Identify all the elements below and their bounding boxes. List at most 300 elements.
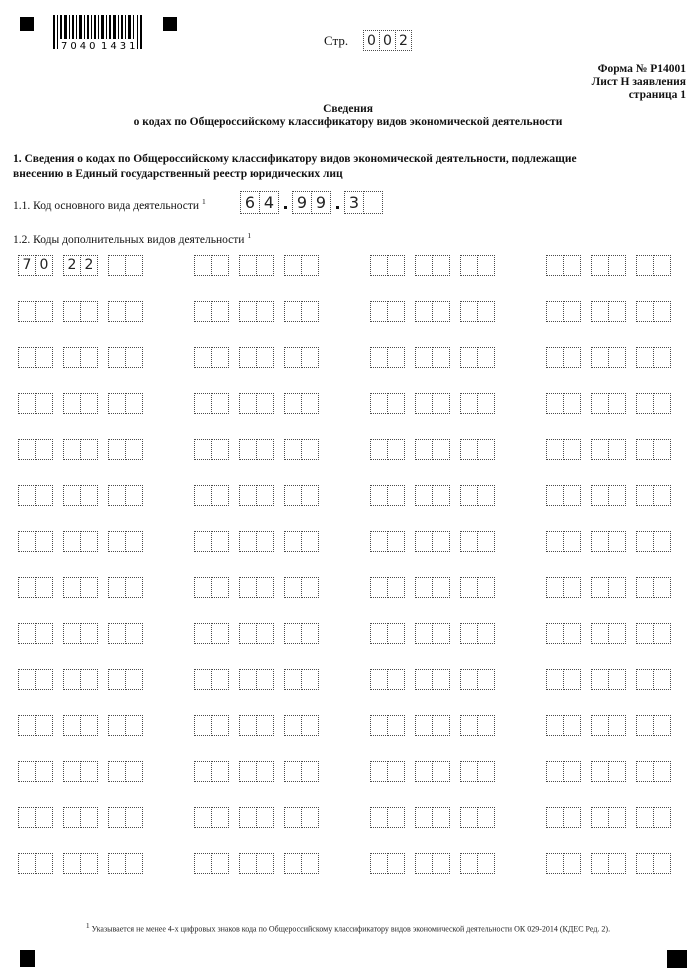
additional-code-field[interactable]: [370, 300, 494, 322]
code-cell[interactable]: [608, 577, 626, 598]
code-cell[interactable]: [256, 853, 274, 874]
code-cell[interactable]: [80, 761, 98, 782]
code-cell[interactable]: 9: [292, 191, 312, 214]
code-cell[interactable]: [415, 255, 433, 276]
page-number-cell[interactable]: 2: [395, 30, 412, 51]
additional-code-field[interactable]: [546, 576, 670, 598]
code-cell[interactable]: [108, 761, 126, 782]
code-cell[interactable]: [415, 393, 433, 414]
additional-code-field[interactable]: [546, 346, 670, 368]
code-cell[interactable]: [415, 669, 433, 690]
additional-code-field[interactable]: [370, 576, 494, 598]
code-cell[interactable]: [432, 439, 450, 460]
code-cell[interactable]: [301, 715, 319, 736]
code-cell[interactable]: [608, 393, 626, 414]
code-cell[interactable]: [108, 669, 126, 690]
additional-code-field[interactable]: [546, 852, 670, 874]
code-cell[interactable]: [546, 485, 564, 506]
code-cell[interactable]: [415, 715, 433, 736]
code-cell[interactable]: [591, 439, 609, 460]
code-cell[interactable]: [239, 485, 257, 506]
code-cell[interactable]: [125, 715, 143, 736]
code-cell[interactable]: [256, 393, 274, 414]
code-cell[interactable]: [653, 669, 671, 690]
additional-code-field[interactable]: [18, 622, 142, 644]
additional-code-field[interactable]: [370, 254, 494, 276]
code-cell[interactable]: 3: [344, 191, 364, 214]
code-cell[interactable]: [194, 301, 212, 322]
code-cell[interactable]: [194, 439, 212, 460]
code-cell[interactable]: [477, 853, 495, 874]
code-cell[interactable]: [653, 255, 671, 276]
code-cell[interactable]: [80, 439, 98, 460]
code-cell[interactable]: [108, 255, 126, 276]
code-cell[interactable]: [387, 255, 405, 276]
code-cell[interactable]: [591, 347, 609, 368]
code-cell[interactable]: [546, 531, 564, 552]
code-cell[interactable]: [608, 761, 626, 782]
code-cell[interactable]: [563, 301, 581, 322]
code-cell[interactable]: [284, 393, 302, 414]
code-cell[interactable]: 9: [311, 191, 331, 214]
code-cell[interactable]: [18, 761, 36, 782]
page-number-field[interactable]: [363, 30, 412, 51]
additional-code-field[interactable]: [18, 300, 142, 322]
code-cell[interactable]: [80, 669, 98, 690]
code-cell[interactable]: [653, 301, 671, 322]
code-cell[interactable]: [108, 807, 126, 828]
additional-code-field[interactable]: [18, 806, 142, 828]
additional-code-field[interactable]: [18, 530, 142, 552]
code-cell[interactable]: [80, 393, 98, 414]
code-cell[interactable]: [460, 577, 478, 598]
code-cell[interactable]: [125, 301, 143, 322]
code-cell[interactable]: 6: [240, 191, 260, 214]
code-cell[interactable]: [653, 761, 671, 782]
code-cell[interactable]: [432, 393, 450, 414]
code-cell[interactable]: [546, 807, 564, 828]
code-cell[interactable]: [653, 807, 671, 828]
code-cell[interactable]: [63, 761, 81, 782]
code-cell[interactable]: [608, 347, 626, 368]
additional-code-field[interactable]: [194, 254, 318, 276]
additional-code-field[interactable]: [18, 714, 142, 736]
additional-code-field[interactable]: [194, 576, 318, 598]
code-cell[interactable]: [636, 669, 654, 690]
code-cell[interactable]: [63, 669, 81, 690]
code-cell[interactable]: [460, 623, 478, 644]
code-cell[interactable]: [239, 577, 257, 598]
code-cell[interactable]: [636, 347, 654, 368]
code-cell[interactable]: [239, 393, 257, 414]
code-cell[interactable]: [608, 669, 626, 690]
code-cell[interactable]: [80, 485, 98, 506]
additional-code-field[interactable]: [546, 484, 670, 506]
code-cell[interactable]: [370, 577, 388, 598]
additional-code-field[interactable]: [194, 346, 318, 368]
code-cell[interactable]: [18, 439, 36, 460]
code-cell[interactable]: [239, 853, 257, 874]
code-cell[interactable]: [35, 531, 53, 552]
code-cell[interactable]: [301, 853, 319, 874]
code-cell[interactable]: [591, 577, 609, 598]
code-cell[interactable]: [194, 577, 212, 598]
code-cell[interactable]: [546, 715, 564, 736]
code-cell[interactable]: [563, 807, 581, 828]
code-cell[interactable]: [546, 853, 564, 874]
additional-code-field[interactable]: [546, 668, 670, 690]
code-cell[interactable]: [256, 577, 274, 598]
code-cell[interactable]: [239, 347, 257, 368]
code-cell[interactable]: [387, 393, 405, 414]
code-cell[interactable]: [35, 853, 53, 874]
code-cell[interactable]: [636, 531, 654, 552]
code-cell[interactable]: [636, 623, 654, 644]
code-cell[interactable]: [18, 531, 36, 552]
code-cell[interactable]: [370, 853, 388, 874]
additional-code-field[interactable]: [18, 484, 142, 506]
code-cell[interactable]: [211, 761, 229, 782]
code-cell[interactable]: [546, 347, 564, 368]
additional-code-field[interactable]: [194, 392, 318, 414]
code-cell[interactable]: [108, 623, 126, 644]
code-cell[interactable]: [636, 301, 654, 322]
code-cell[interactable]: [80, 531, 98, 552]
additional-code-field[interactable]: [194, 438, 318, 460]
code-cell[interactable]: [63, 393, 81, 414]
code-cell[interactable]: [460, 393, 478, 414]
code-cell[interactable]: [301, 485, 319, 506]
code-cell[interactable]: [591, 669, 609, 690]
code-cell[interactable]: [108, 853, 126, 874]
code-cell[interactable]: [653, 715, 671, 736]
code-cell[interactable]: [108, 439, 126, 460]
additional-code-field[interactable]: [546, 714, 670, 736]
code-cell[interactable]: [194, 393, 212, 414]
code-cell[interactable]: [18, 715, 36, 736]
code-cell[interactable]: [80, 807, 98, 828]
code-cell[interactable]: [432, 577, 450, 598]
code-cell[interactable]: [563, 531, 581, 552]
code-cell[interactable]: [194, 715, 212, 736]
additional-code-field[interactable]: [370, 530, 494, 552]
code-cell[interactable]: 7: [18, 255, 36, 276]
code-cell[interactable]: [108, 301, 126, 322]
code-cell[interactable]: [563, 485, 581, 506]
code-cell[interactable]: [477, 439, 495, 460]
code-cell[interactable]: [608, 255, 626, 276]
code-cell[interactable]: [256, 715, 274, 736]
code-cell[interactable]: [460, 715, 478, 736]
code-cell[interactable]: [63, 715, 81, 736]
code-cell[interactable]: [211, 301, 229, 322]
code-cell[interactable]: [301, 807, 319, 828]
code-cell[interactable]: [108, 347, 126, 368]
code-cell[interactable]: [125, 531, 143, 552]
additional-code-field[interactable]: [546, 622, 670, 644]
additional-code-field[interactable]: [18, 576, 142, 598]
code-cell[interactable]: [211, 853, 229, 874]
code-cell[interactable]: 2: [63, 255, 81, 276]
additional-code-field[interactable]: [546, 254, 670, 276]
code-cell[interactable]: [256, 531, 274, 552]
code-cell[interactable]: [546, 761, 564, 782]
code-cell[interactable]: [460, 485, 478, 506]
code-cell[interactable]: [284, 439, 302, 460]
code-cell[interactable]: [653, 531, 671, 552]
code-cell[interactable]: [563, 623, 581, 644]
code-cell[interactable]: [415, 485, 433, 506]
code-cell[interactable]: [108, 715, 126, 736]
code-cell[interactable]: [256, 255, 274, 276]
code-cell[interactable]: [211, 577, 229, 598]
code-cell[interactable]: [636, 255, 654, 276]
code-cell[interactable]: [387, 531, 405, 552]
code-cell[interactable]: [284, 623, 302, 644]
code-cell[interactable]: [591, 623, 609, 644]
page-number-cell[interactable]: 0: [379, 30, 396, 51]
code-cell[interactable]: [591, 807, 609, 828]
code-cell[interactable]: [80, 347, 98, 368]
code-cell[interactable]: [18, 485, 36, 506]
code-cell[interactable]: [415, 577, 433, 598]
code-cell[interactable]: [301, 761, 319, 782]
code-cell[interactable]: [477, 715, 495, 736]
code-cell[interactable]: [460, 439, 478, 460]
code-cell[interactable]: [432, 531, 450, 552]
code-cell[interactable]: [256, 807, 274, 828]
code-cell[interactable]: [284, 577, 302, 598]
code-cell[interactable]: [370, 485, 388, 506]
code-cell[interactable]: [370, 347, 388, 368]
code-cell[interactable]: [211, 807, 229, 828]
additional-code-field[interactable]: [546, 530, 670, 552]
additional-code-field[interactable]: [546, 438, 670, 460]
code-cell[interactable]: [63, 301, 81, 322]
code-cell[interactable]: [301, 301, 319, 322]
code-cell[interactable]: [194, 853, 212, 874]
code-cell[interactable]: [563, 347, 581, 368]
code-cell[interactable]: [211, 485, 229, 506]
code-cell[interactable]: [460, 347, 478, 368]
code-cell[interactable]: [477, 577, 495, 598]
code-cell[interactable]: [370, 807, 388, 828]
code-cell[interactable]: [415, 531, 433, 552]
code-cell[interactable]: [370, 669, 388, 690]
code-cell[interactable]: [18, 807, 36, 828]
code-cell[interactable]: [239, 715, 257, 736]
code-cell[interactable]: [460, 301, 478, 322]
code-cell[interactable]: [284, 715, 302, 736]
additional-code-field[interactable]: [546, 300, 670, 322]
code-cell[interactable]: [608, 531, 626, 552]
code-cell[interactable]: [415, 853, 433, 874]
code-cell[interactable]: [301, 531, 319, 552]
code-cell[interactable]: [591, 393, 609, 414]
code-cell[interactable]: [256, 669, 274, 690]
code-cell[interactable]: [125, 255, 143, 276]
code-cell[interactable]: [415, 623, 433, 644]
code-cell[interactable]: [415, 761, 433, 782]
code-cell[interactable]: [432, 255, 450, 276]
code-cell[interactable]: [608, 301, 626, 322]
code-cell[interactable]: [460, 761, 478, 782]
code-cell[interactable]: [284, 853, 302, 874]
code-cell[interactable]: [415, 347, 433, 368]
additional-code-field[interactable]: [194, 714, 318, 736]
code-cell[interactable]: [636, 715, 654, 736]
code-cell[interactable]: [63, 623, 81, 644]
code-cell[interactable]: [608, 853, 626, 874]
code-cell[interactable]: [211, 439, 229, 460]
code-cell[interactable]: [636, 853, 654, 874]
additional-code-field[interactable]: [370, 346, 494, 368]
code-cell[interactable]: [125, 439, 143, 460]
code-cell[interactable]: [370, 393, 388, 414]
code-cell[interactable]: [194, 623, 212, 644]
code-cell[interactable]: [477, 301, 495, 322]
code-cell[interactable]: [301, 439, 319, 460]
code-cell[interactable]: [239, 761, 257, 782]
code-cell[interactable]: [591, 531, 609, 552]
code-cell[interactable]: [284, 807, 302, 828]
code-cell[interactable]: [387, 715, 405, 736]
additional-code-field[interactable]: [18, 346, 142, 368]
code-cell[interactable]: [477, 393, 495, 414]
code-cell[interactable]: [653, 853, 671, 874]
code-cell[interactable]: 0: [35, 255, 53, 276]
code-cell[interactable]: [563, 669, 581, 690]
code-cell[interactable]: [432, 715, 450, 736]
code-cell[interactable]: [301, 347, 319, 368]
additional-code-field[interactable]: [546, 760, 670, 782]
code-cell[interactable]: [18, 669, 36, 690]
code-cell[interactable]: [35, 577, 53, 598]
additional-code-field[interactable]: [194, 300, 318, 322]
additional-code-field[interactable]: [370, 392, 494, 414]
code-cell[interactable]: [477, 485, 495, 506]
code-cell[interactable]: [211, 531, 229, 552]
code-cell[interactable]: [415, 439, 433, 460]
code-cell[interactable]: [546, 439, 564, 460]
code-cell[interactable]: [125, 485, 143, 506]
code-cell[interactable]: [563, 577, 581, 598]
code-cell[interactable]: [108, 577, 126, 598]
code-cell[interactable]: [256, 761, 274, 782]
code-cell[interactable]: [591, 853, 609, 874]
additional-code-field[interactable]: [18, 760, 142, 782]
code-cell[interactable]: [194, 761, 212, 782]
code-cell[interactable]: [432, 623, 450, 644]
additional-code-field[interactable]: [194, 668, 318, 690]
code-cell[interactable]: [653, 347, 671, 368]
additional-code-field[interactable]: [18, 392, 142, 414]
code-cell[interactable]: [35, 715, 53, 736]
code-cell[interactable]: [546, 393, 564, 414]
code-cell[interactable]: [284, 301, 302, 322]
additional-code-field[interactable]: [370, 622, 494, 644]
code-cell[interactable]: [563, 853, 581, 874]
code-cell[interactable]: [125, 669, 143, 690]
code-cell[interactable]: [35, 439, 53, 460]
code-cell[interactable]: [239, 439, 257, 460]
code-cell[interactable]: [636, 439, 654, 460]
code-cell[interactable]: [370, 761, 388, 782]
code-cell[interactable]: [608, 715, 626, 736]
code-cell[interactable]: [387, 623, 405, 644]
code-cell[interactable]: [563, 255, 581, 276]
code-cell[interactable]: [18, 301, 36, 322]
code-cell[interactable]: [18, 347, 36, 368]
code-cell[interactable]: [460, 669, 478, 690]
code-cell[interactable]: [284, 669, 302, 690]
code-cell[interactable]: [546, 669, 564, 690]
code-cell[interactable]: [370, 439, 388, 460]
code-cell[interactable]: [35, 347, 53, 368]
code-cell[interactable]: [18, 623, 36, 644]
code-cell[interactable]: [63, 347, 81, 368]
code-cell[interactable]: [80, 853, 98, 874]
code-cell[interactable]: [284, 485, 302, 506]
code-cell[interactable]: [125, 393, 143, 414]
code-cell[interactable]: [301, 669, 319, 690]
additional-code-field[interactable]: [194, 852, 318, 874]
code-cell[interactable]: [563, 761, 581, 782]
additional-code-field[interactable]: [370, 806, 494, 828]
code-cell[interactable]: [256, 301, 274, 322]
code-cell[interactable]: [546, 301, 564, 322]
code-cell[interactable]: [432, 669, 450, 690]
code-cell[interactable]: [284, 255, 302, 276]
code-cell[interactable]: [256, 439, 274, 460]
code-cell[interactable]: [387, 577, 405, 598]
code-cell[interactable]: [387, 301, 405, 322]
code-cell[interactable]: [460, 853, 478, 874]
code-cell[interactable]: [108, 531, 126, 552]
code-cell[interactable]: [35, 669, 53, 690]
additional-code-field[interactable]: [370, 438, 494, 460]
code-cell[interactable]: [477, 761, 495, 782]
code-cell[interactable]: [35, 623, 53, 644]
code-cell[interactable]: [563, 715, 581, 736]
code-cell[interactable]: [477, 531, 495, 552]
code-cell[interactable]: [239, 807, 257, 828]
code-cell[interactable]: [608, 807, 626, 828]
code-cell[interactable]: [284, 347, 302, 368]
code-cell[interactable]: [301, 255, 319, 276]
code-cell[interactable]: [387, 669, 405, 690]
code-cell[interactable]: [125, 853, 143, 874]
code-cell[interactable]: [125, 623, 143, 644]
code-cell[interactable]: [432, 347, 450, 368]
additional-code-field[interactable]: [18, 438, 142, 460]
code-cell[interactable]: [415, 807, 433, 828]
code-cell[interactable]: [477, 807, 495, 828]
code-cell[interactable]: [211, 669, 229, 690]
code-cell[interactable]: [563, 439, 581, 460]
code-cell[interactable]: [608, 623, 626, 644]
code-cell[interactable]: [370, 255, 388, 276]
code-cell[interactable]: [239, 255, 257, 276]
code-cell[interactable]: [301, 577, 319, 598]
additional-code-field[interactable]: [194, 622, 318, 644]
code-cell[interactable]: [108, 485, 126, 506]
code-cell[interactable]: [432, 807, 450, 828]
code-cell[interactable]: [370, 531, 388, 552]
code-cell[interactable]: [653, 439, 671, 460]
code-cell[interactable]: [591, 715, 609, 736]
additional-code-field[interactable]: [370, 760, 494, 782]
